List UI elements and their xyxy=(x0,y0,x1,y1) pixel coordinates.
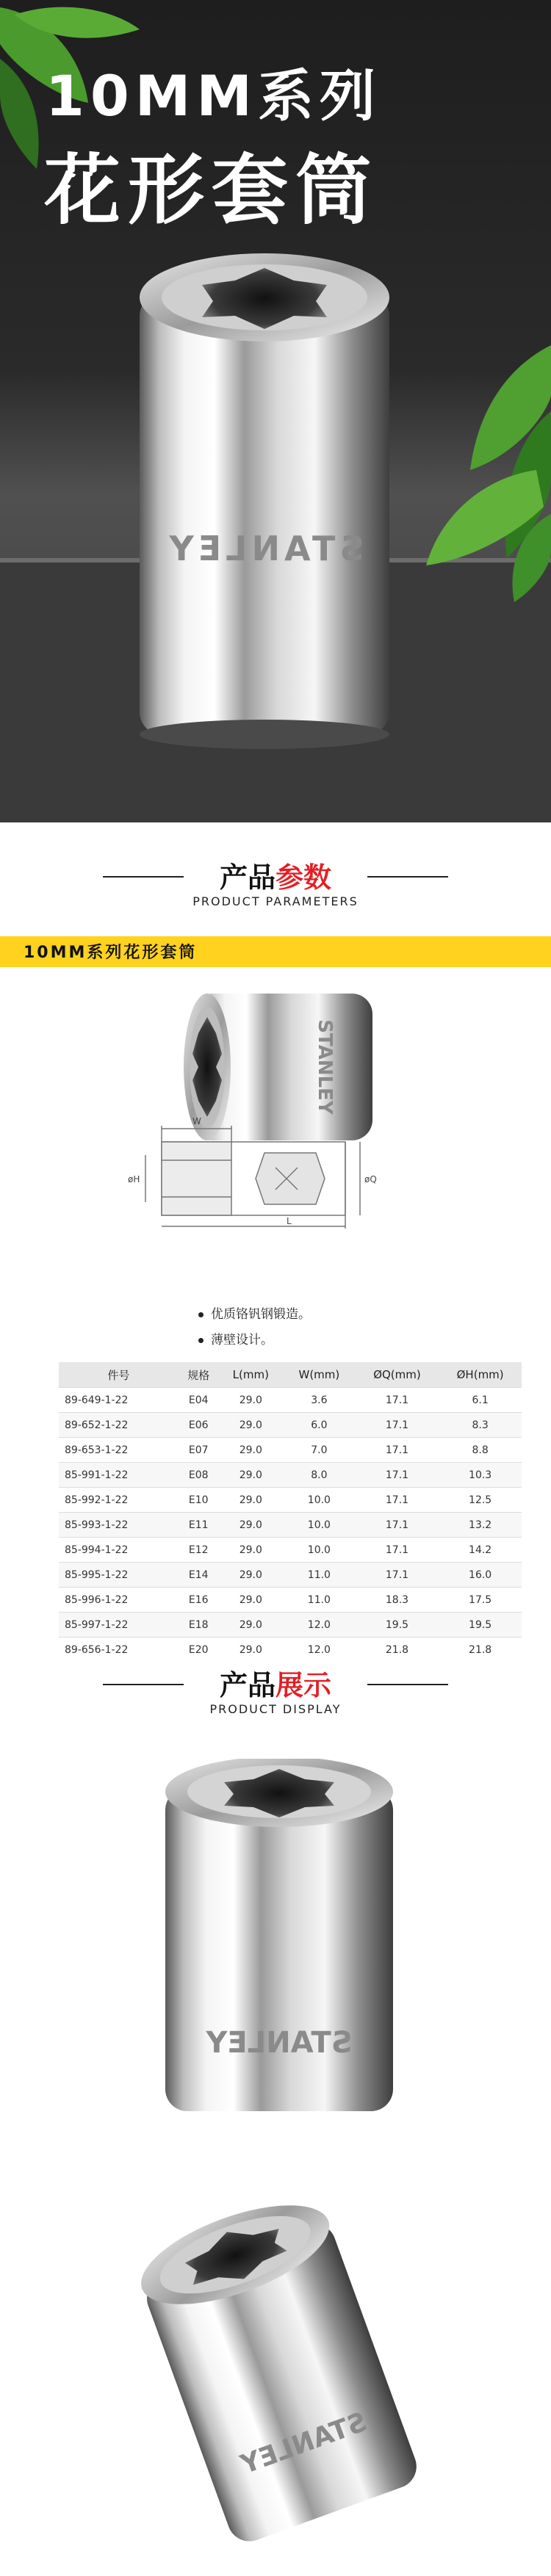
table-cell: E18 xyxy=(179,1613,219,1638)
hero-title-product: 花形套筒 xyxy=(44,145,380,235)
table-cell: 29.0 xyxy=(219,1613,284,1638)
socket-angled-image xyxy=(110,2192,448,2559)
table-cell: 6.1 xyxy=(439,1388,522,1413)
table-cell: 12.5 xyxy=(439,1488,522,1513)
table-cell: 89-653-1-22 xyxy=(59,1438,179,1463)
params-section-title: 产品参数 xyxy=(219,861,332,894)
table-cell: 29.0 xyxy=(219,1538,284,1563)
params-section-subtitle: PRODUCT PARAMETERS xyxy=(192,894,359,908)
table-cell: E08 xyxy=(179,1463,219,1488)
display-section-title: 产品展示 xyxy=(219,1669,332,1701)
table-cell: 17.1 xyxy=(356,1463,439,1488)
spec-table xyxy=(59,1362,522,1662)
table-cell: E06 xyxy=(179,1413,219,1438)
table-cell: 10.0 xyxy=(283,1538,356,1563)
table-cell: E12 xyxy=(179,1538,219,1563)
table-cell: E10 xyxy=(179,1488,219,1513)
table-cell: 29.0 xyxy=(219,1638,284,1663)
table-cell: 11.0 xyxy=(283,1588,356,1613)
brand-engraving: STANLEY xyxy=(314,1019,336,1115)
table-header-row xyxy=(59,1362,522,1388)
table-cell: 19.5 xyxy=(439,1613,522,1638)
table-cell: 3.6 xyxy=(283,1388,356,1413)
column-header: W(mm) xyxy=(283,1362,356,1388)
table-row xyxy=(59,1513,522,1538)
table-cell: 10.0 xyxy=(283,1488,356,1513)
table-cell: 6.0 xyxy=(283,1413,356,1438)
table-cell: 17.5 xyxy=(439,1588,522,1613)
table-cell: 12.0 xyxy=(283,1638,356,1663)
table-cell: E14 xyxy=(179,1563,219,1588)
diagram-label-w: W xyxy=(192,1116,201,1126)
table-cell: 85-995-1-22 xyxy=(59,1563,179,1588)
hero-banner xyxy=(0,0,551,822)
table-cell: 89-652-1-22 xyxy=(59,1413,179,1438)
table-cell: 17.1 xyxy=(356,1438,439,1463)
column-header: 规格 xyxy=(179,1362,219,1388)
table-cell: 19.5 xyxy=(356,1613,439,1638)
table-cell: 17.1 xyxy=(356,1488,439,1513)
table-cell: 21.8 xyxy=(439,1638,522,1663)
table-cell: 85-996-1-22 xyxy=(59,1588,179,1613)
table-cell: 85-991-1-22 xyxy=(59,1463,179,1488)
column-header: L(mm) xyxy=(219,1362,284,1388)
series-bar-label: 10MM系列花形套筒 xyxy=(24,944,198,962)
table-cell: 29.0 xyxy=(219,1563,284,1588)
feature-item: 薄壁设计。 xyxy=(198,1329,273,1347)
technical-drawing xyxy=(118,1112,426,1230)
socket-front-image xyxy=(154,1759,404,2126)
table-cell: 11.0 xyxy=(283,1563,356,1588)
table-cell: E11 xyxy=(179,1513,219,1538)
table-cell: 85-993-1-22 xyxy=(59,1513,179,1538)
table-cell: 12.0 xyxy=(283,1613,356,1638)
table-cell: 29.0 xyxy=(219,1438,284,1463)
table-row xyxy=(59,1438,522,1463)
column-header: ØQ(mm) xyxy=(356,1362,439,1388)
table-cell: E07 xyxy=(179,1438,219,1463)
table-cell: 89-649-1-22 xyxy=(59,1388,179,1413)
table-cell: 29.0 xyxy=(219,1413,284,1438)
table-row xyxy=(59,1613,522,1638)
bullet-icon xyxy=(198,1338,204,1343)
table-cell: 85-992-1-22 xyxy=(59,1488,179,1513)
table-row xyxy=(59,1463,522,1488)
socket-image xyxy=(140,253,389,749)
brand-engraving: STANLEY xyxy=(237,2406,371,2481)
params-section-header xyxy=(0,844,551,925)
table-cell: 8.0 xyxy=(283,1463,356,1488)
table-cell: 29.0 xyxy=(219,1588,284,1613)
table-cell: 14.2 xyxy=(439,1538,522,1563)
display-section-subtitle: PRODUCT DISPLAY xyxy=(209,1702,342,1716)
diagram-label-h: øH xyxy=(128,1174,140,1184)
brand-engraving: STANLEY xyxy=(165,529,364,568)
table-row xyxy=(59,1538,522,1563)
table-cell: 18.3 xyxy=(356,1588,439,1613)
table-cell: 29.0 xyxy=(219,1513,284,1538)
table-row xyxy=(59,1488,522,1513)
table-cell: 85-994-1-22 xyxy=(59,1538,179,1563)
table-cell: E04 xyxy=(179,1388,219,1413)
table-cell: 10.3 xyxy=(439,1463,522,1488)
diagram-label-q: øQ xyxy=(364,1174,377,1184)
table-cell: 89-656-1-22 xyxy=(59,1638,179,1663)
table-cell: 17.1 xyxy=(356,1538,439,1563)
column-header: ØH(mm) xyxy=(439,1362,522,1388)
table-cell: 17.1 xyxy=(356,1513,439,1538)
table-cell: E16 xyxy=(179,1588,219,1613)
table-cell: 8.3 xyxy=(439,1413,522,1438)
table-cell: 29.0 xyxy=(219,1488,284,1513)
column-header: 件号 xyxy=(59,1362,179,1388)
table-row xyxy=(59,1388,522,1413)
display-section-header xyxy=(0,1652,551,1733)
table-cell: 10.0 xyxy=(283,1513,356,1538)
table-row xyxy=(59,1588,522,1613)
table-cell: E20 xyxy=(179,1638,219,1663)
bullet-icon xyxy=(198,1312,204,1317)
table-cell: 17.1 xyxy=(356,1563,439,1588)
table-cell: 7.0 xyxy=(283,1438,356,1463)
table-cell: 21.8 xyxy=(356,1638,439,1663)
table-cell: 29.0 xyxy=(219,1388,284,1413)
diagram-label-l: L xyxy=(287,1216,292,1226)
table-cell: 29.0 xyxy=(219,1463,284,1488)
table-cell: 8.8 xyxy=(439,1438,522,1463)
table-row xyxy=(59,1563,522,1588)
hero-title-series: 10MM系列 xyxy=(46,63,382,129)
table-cell: 13.2 xyxy=(439,1513,522,1538)
feature-item: 优质铬钒钢锻造。 xyxy=(198,1303,311,1322)
table-cell: 17.1 xyxy=(356,1388,439,1413)
table-cell: 85-997-1-22 xyxy=(59,1613,179,1638)
series-bar xyxy=(0,936,551,967)
table-row xyxy=(59,1413,522,1438)
table-cell: 17.1 xyxy=(356,1413,439,1438)
brand-engraving: STANLEY xyxy=(206,2026,353,2060)
table-cell: 16.0 xyxy=(439,1563,522,1588)
